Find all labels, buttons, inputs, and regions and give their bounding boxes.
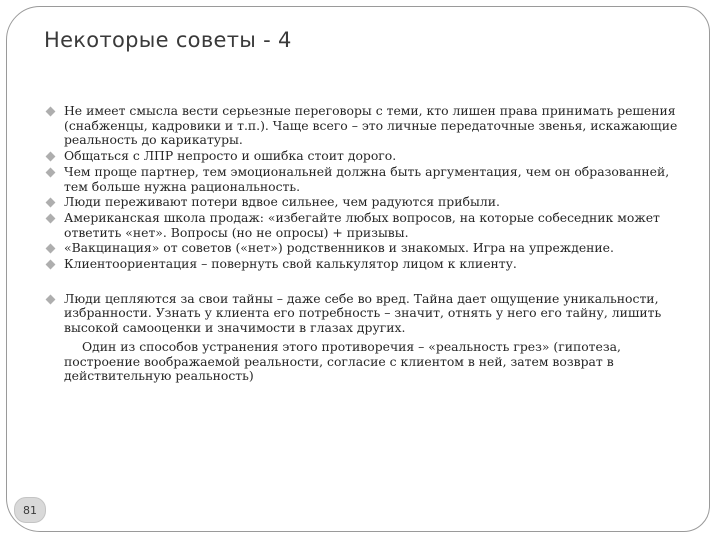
page-number: 81 <box>23 503 37 517</box>
indented-paragraph: Один из способов устранения этого противоречия – «реальность грез» (гипотеза, построение воображаемой реальности, согласие с клиентом в ней, затем возврат в действительную реальность) <box>64 338 621 384</box>
diamond-bullet-icon <box>46 198 56 208</box>
diamond-bullet-icon <box>46 167 56 177</box>
bullet-list <box>44 104 684 384</box>
list-item-text: Чем проще партнер, тем эмоциональней должна быть аргументация, чем он образованней, тем больше нужна рациональность. <box>64 163 670 194</box>
list-item <box>44 149 684 164</box>
diamond-bullet-icon <box>46 294 56 304</box>
list-item-text: Люди цепляются за свои тайны – даже себе во вред. Тайна дает ощущение уникальности, избранности. Узнать у клиента его потребность – значит, отнять у него его тайну, лишить высокой самооценки и значимости в глазах других. <box>64 290 662 336</box>
list-item <box>44 241 684 256</box>
page-title: Некоторые советы - 4 <box>44 28 292 52</box>
list-item <box>44 211 684 240</box>
list-item <box>44 195 684 210</box>
diamond-bullet-icon <box>46 260 56 270</box>
page-number-badge <box>14 497 46 523</box>
list-item-text: Не имеет смысла вести серьезные переговоры с теми, кто лишен права принимать решения (снабженцы, кадровики и т.п.). Чаще всего – это личные передаточные звенья, искажающие реальность до карикатуры. <box>64 103 678 148</box>
list-item-text: Клиентоориентация – повернуть свой калькулятор лицом к клиенту. <box>64 256 517 272</box>
list-item-text: «Вакцинация» от советов («нет») родственников и знакомых. Игра на упреждение. <box>64 240 614 256</box>
list-item-text: Американская школа продаж: «избегайте любых вопросов, на которые собеседник может ответить «нет». Вопросы (но не опросы) + призывы. <box>64 209 660 240</box>
list-item-text: Общаться с ЛПР непросто и ошибка стоит дорого. <box>64 148 397 164</box>
diamond-bullet-icon <box>46 213 56 223</box>
diamond-bullet-icon <box>46 152 56 162</box>
list-item <box>44 257 684 272</box>
list-item <box>44 165 684 194</box>
diamond-bullet-icon <box>46 107 56 117</box>
list-item-text: Люди переживают потери вдвое сильнее, чем радуются прибыли. <box>64 194 500 210</box>
diamond-bullet-icon <box>46 244 56 254</box>
list-item <box>44 104 684 148</box>
list-item <box>44 292 684 336</box>
